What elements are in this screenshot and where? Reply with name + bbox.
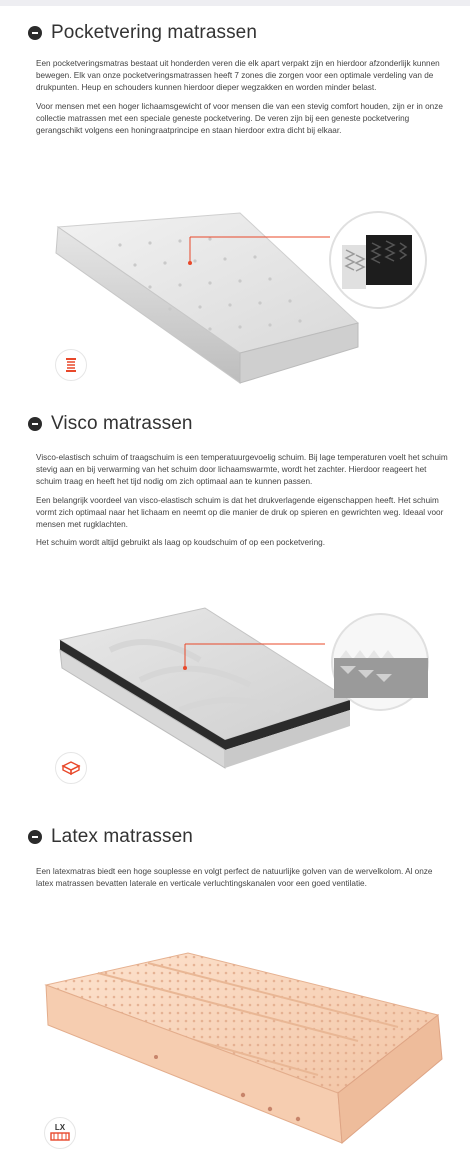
minus-bullet-icon [28,830,42,844]
latex-mattress-illustration [38,945,448,1145]
spring-icon [62,356,80,374]
latex-badge [44,1117,76,1149]
section-text-pocketvering [36,58,448,143]
section-title: Latex matrassen [51,826,193,847]
spring-badge [55,349,87,381]
paragraph: Het schuim wordt altijd gebruikt als laag op koudschuim of op een pocketvering. [36,538,325,548]
paragraph: Een pocketveringsmatras bestaat uit honderden veren die elk apart verpakt zijn en hierdoor afzonderlijk kunnen bewegen. Elk van onze pocketveringsmatrassen heeft 7 zones die zorgen voor een optimale verdeling van de drukpunten. Heup en schouders kunnen hierdoor dieper wegzakken en worden minder belast. [36,59,440,93]
minus-bullet-icon [28,417,42,431]
section-text-visco [36,452,448,555]
minus-bullet-icon [28,26,42,40]
pocketvering-mattress-illustration [40,205,460,385]
top-bar [0,0,470,6]
section-heading-latex [28,826,193,848]
paragraph: Een latexmatras biedt een hoge souplesse en volgt perfect de natuurlijke golven van de wervelkolom. Al onze latex matrassen bevatten laterale en verticale verluchtingskanalen voor een goed ventilatie. [36,867,433,889]
latex-badge-label: LX [54,1123,66,1132]
paragraph: Voor mensen met een hoger lichaamsgewicht of voor mensen die van een stevig comfort houden, zijn er in onze collectie matrassen met een speciale geneste pocketvering. De veren zijn bij een geneste pocketvering gerangschikt volgens een honingraatprincipe en staan hierdoor extra dicht bij elkaar. [36,101,443,136]
foam-badge [55,752,87,784]
section-title: Visco matrassen [51,413,193,434]
section-title: Pocketvering matrassen [51,22,258,43]
foam-block-icon [61,760,81,776]
paragraph: Visco-elastisch schuim of traagschuim is een temperatuurgevoelig schuim. Bij lage temperaturen voelt het schuim stevig aan en bij verwarming van het schuim door lichaamswarmte, wordt het zachter. Hierdoor reageert het schuim traag en heeft het tijd nodig om zich optimaal aan te kunnen passen. [36,453,448,487]
visco-mattress-illustration [50,600,465,775]
section-heading-pocketvering [28,22,257,44]
section-text-latex [36,866,448,896]
section-heading-visco [28,413,193,435]
latex-mattress-icon [48,1122,72,1144]
paragraph: Een belangrijk voordeel van visco-elastisch schuim is dat het drukverlagende eigenschappen heeft. Het schuim vormt zich optimaal naar het lichaam en neemt op die manier de druk op spieren en gewrichten weg. Ideaal voor mensen met rugklachten. [36,495,444,530]
